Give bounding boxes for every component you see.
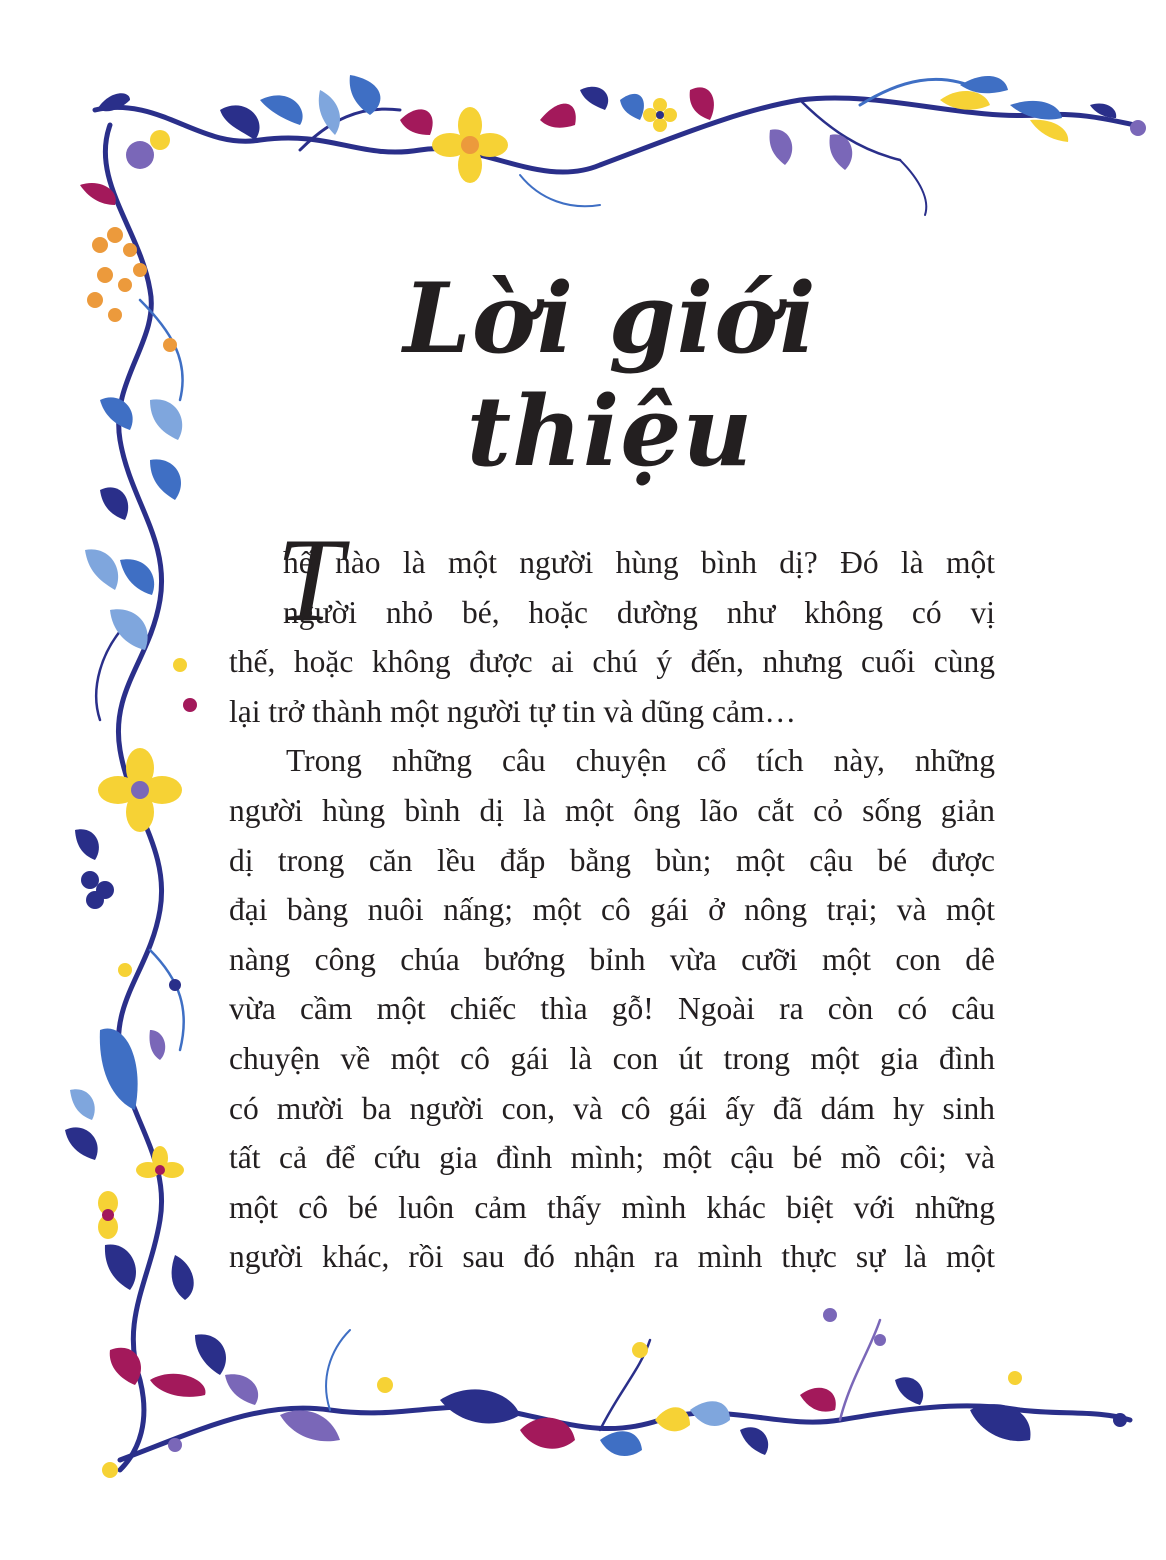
text-line: người hùng bình dị là một ông lão cắt cỏ sống giản (229, 792, 995, 828)
text-line: đại bàng nuôi nấng; một cô gái ở nông trại; và một (229, 892, 995, 928)
text-line: thế, hoặc không được ai chú ý đến, nhưng cuối cùng (229, 644, 995, 680)
text-line: chuyện về một cô gái là con út trong một gia đình (229, 1040, 995, 1076)
paragraph-1 (229, 538, 995, 736)
page-title: Lời giới thiệu (403, 262, 817, 488)
text-line: lại trở thành một người tự tin và dũng cảm… (229, 693, 796, 729)
text-line: hế nào là một người hùng bình dị? Đó là một (283, 545, 995, 580)
body-text (229, 538, 995, 1282)
text-line: người nhỏ bé, hoặc dường như không có vị (283, 594, 995, 630)
paragraph-2 (229, 736, 995, 1282)
text-line: Trong những câu chuyện cổ tích này, những (286, 743, 995, 779)
text-line: một cô bé luôn cảm thấy mình khác biệt với những (229, 1189, 995, 1225)
text-line: người khác, rồi sau đó nhận ra mình thực sự là một (229, 1239, 995, 1275)
text-line: nàng công chúa bướng bỉnh vừa cưỡi một con dê (229, 941, 995, 977)
text-line: có mười ba người con, và cô gái ấy đã dám hy sinh (229, 1090, 995, 1126)
text-line: tất cả để cứu gia đình mình; một cậu bé mồ côi; và (229, 1140, 995, 1176)
text-line: dị trong căn lều đắp bằng bùn; một cậu bé được (229, 842, 995, 878)
drop-cap: T (276, 513, 343, 646)
text-line: vừa cầm một chiếc thìa gỗ! Ngoài ra còn có câu (229, 991, 995, 1027)
